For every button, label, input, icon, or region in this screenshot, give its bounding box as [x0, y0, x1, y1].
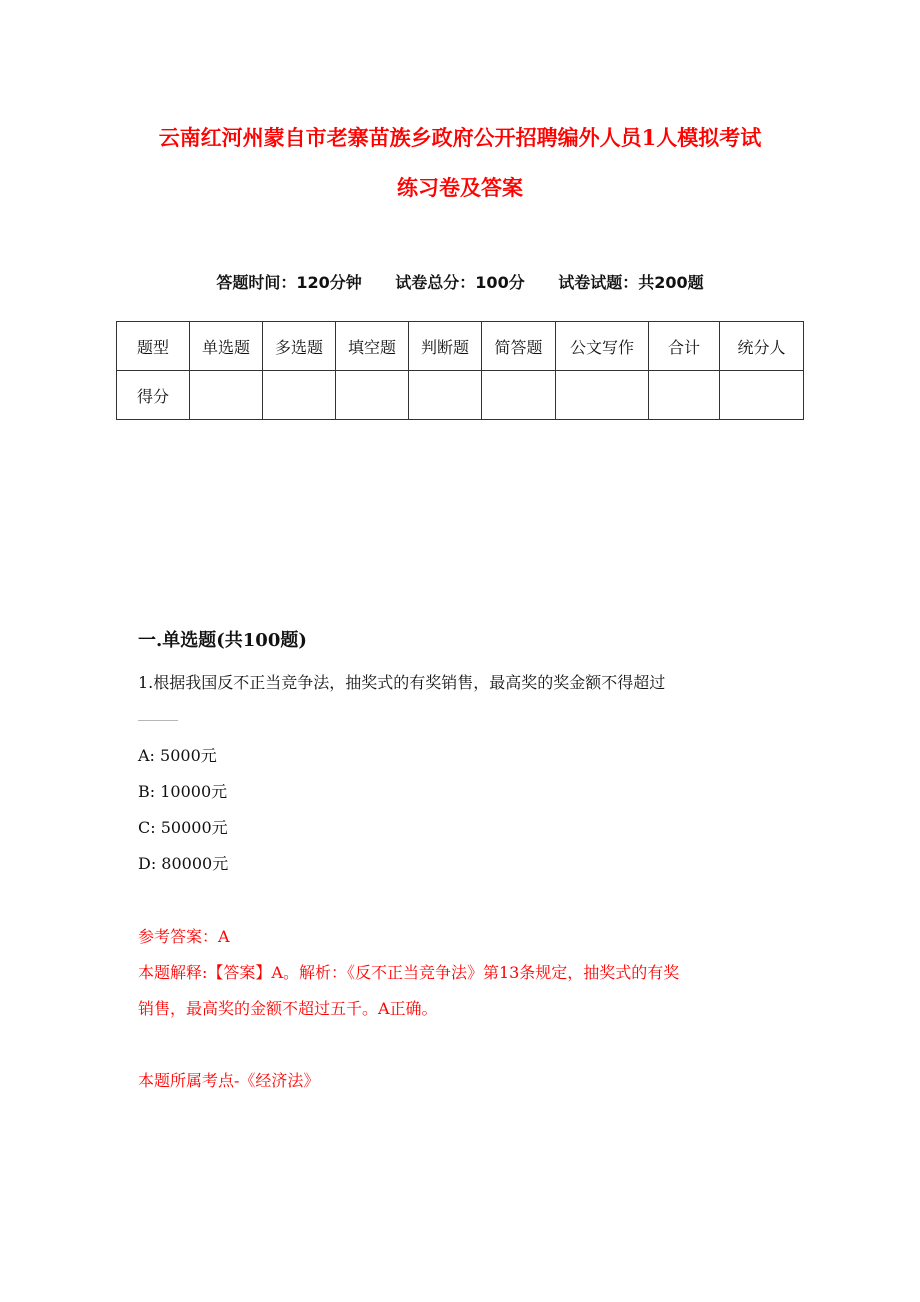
- option-a: A: 5000元: [138, 746, 217, 765]
- table-header: 填空题: [336, 322, 409, 371]
- topic: 本题所属考点-《经济法》: [138, 1071, 320, 1090]
- row-label: 得分: [117, 371, 190, 420]
- exam-total: 试卷总分：100分: [395, 273, 525, 292]
- title-line-1: 云南红河州蒙自市老寨苗族乡政府公开招聘编外人员1人模拟考试: [158, 125, 762, 150]
- table-header: 判断题: [409, 322, 482, 371]
- table-header: 题型: [117, 322, 190, 371]
- question-text: 1.根据我国反不正当竞争法，抽奖式的有奖销售，最高奖的奖金额不得超过: [138, 673, 666, 692]
- table-header: 单选题: [190, 322, 263, 371]
- table-header: 简答题: [482, 322, 556, 371]
- option-c: C: 50000元: [138, 818, 228, 837]
- exam-count: 试卷试题：共200题: [558, 273, 704, 292]
- table-cell: [263, 371, 336, 420]
- table-header: 多选题: [263, 322, 336, 371]
- reference-answer: 参考答案：A: [138, 927, 230, 946]
- table-cell: [336, 371, 409, 420]
- table-row: [117, 371, 804, 420]
- option-d: D: 80000元: [138, 854, 229, 873]
- exam-time: 答题时间：120分钟: [216, 273, 362, 292]
- explanation-line-1: 本题解释:【答案】A。解析：《反不正当竞争法》第13条规定，抽奖式的有奖: [138, 963, 680, 982]
- question-blank: _____: [138, 702, 178, 721]
- exam-meta: [0, 270, 920, 293]
- option-b: B: 10000元: [138, 782, 228, 801]
- table-cell: [556, 371, 649, 420]
- table-header: 统分人: [720, 322, 804, 371]
- table-cell: [649, 371, 720, 420]
- table-header: 公文写作: [556, 322, 649, 371]
- table-header-row: [117, 322, 804, 371]
- score-table: [116, 321, 804, 420]
- section-title: 一.单选题(共100题): [138, 630, 307, 651]
- table-cell: [190, 371, 263, 420]
- table-header: 合计: [649, 322, 720, 371]
- title-line-2: 练习卷及答案: [397, 175, 523, 200]
- explanation-line-2: 销售，最高奖的金额不超过五千。A正确。: [138, 999, 438, 1018]
- table-cell: [720, 371, 804, 420]
- table-cell: [409, 371, 482, 420]
- table-cell: [482, 371, 556, 420]
